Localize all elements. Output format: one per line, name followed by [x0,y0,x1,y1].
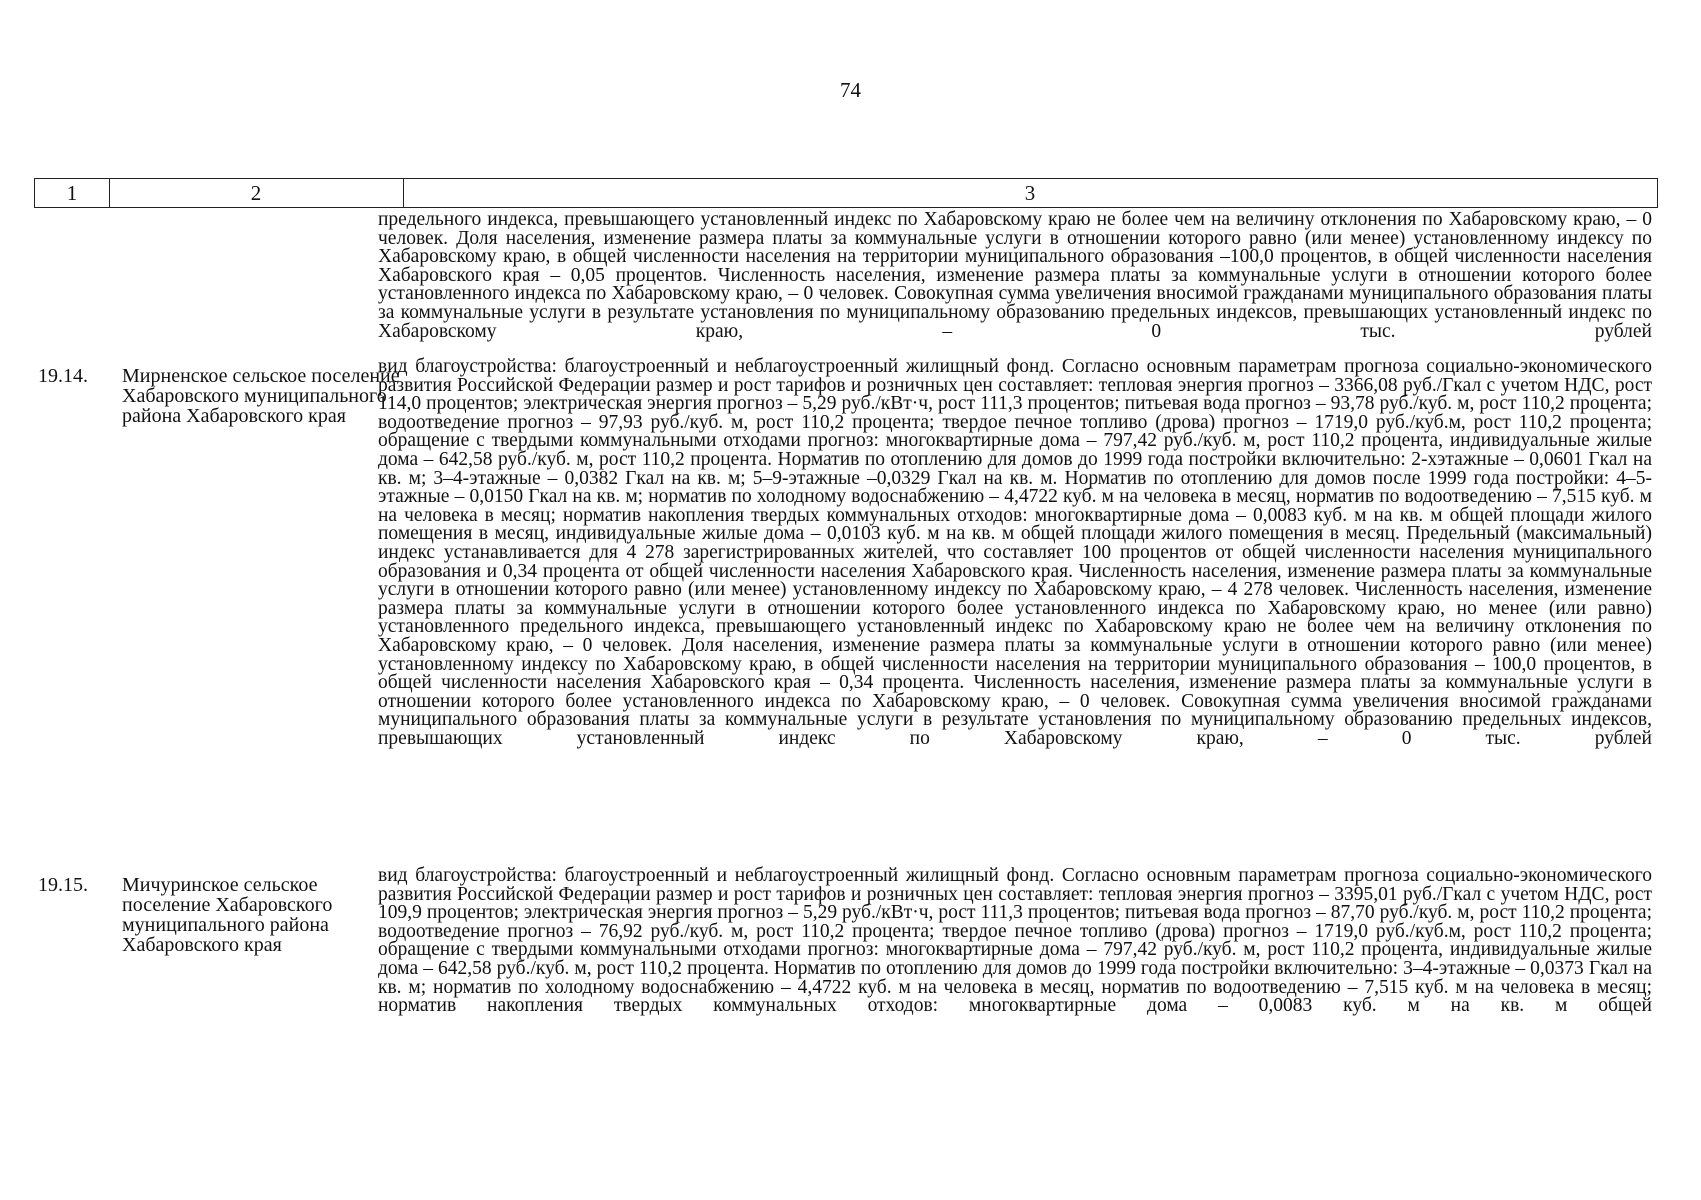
row-text: вид благоустройства: благоустроенный и неблагоустроенный жилищный фонд. Согласно основным параметрам прогноза социально-экономического развития Российской Федерации размер и рост тарифов и розничных цен составляет: тепловая энергия прогноз – 3366,08 руб./Гкал с учетом НДС, рост 114,0 процентов; электрическая энергия прогноз – 5,29 руб./кВт·ч, рост 111,3 процентов; питьевая вода прогноз – 93,78 руб./куб. м, рост 110,2 процента; водоотведение прогноз – 97,93 руб./куб. м, рост 110,2 процента; твердое печное топливо (дрова) прогноз – 1719,0 руб./куб.м, рост 110,2 процента; обращение с твердыми коммунальными отходами прогноз: многоквартирные дома – 797,42 руб./куб. м, рост 110,2 процента, индивидуальные жилые дома – 642,58 руб./куб. м, рост 110,2 процента. Норматив по отоплению для домов до 1999 года постройки включительно: 2-хэтажные – 0,0601 Гкал на кв. м; 3–4-этажные – 0,0382 Гкал на кв. м; 5–9-этажные –0,0329 Гкал на кв. м. Норматив по отоплению для домов после 1999 года постройки: 4–5-этажные – 0,0150 Гкал на кв. м; норматив по холодному водоснабжению – 4,4722 куб. м на человека в месяц, норматив по водоотведению – 7,515 куб. м на человека в месяц; норматив накопления твердых коммунальных отходов: многоквартирные дома – 0,0083 куб. м на кв. м общей площади жилого помещения в месяц, индивидуальные жилые дома – 0,0103 куб. м на кв. м общей площади жилого помещения в месяц. Предельный (максимальный) индекс устанавливается для 4 278 зарегистрированных жителей, что составляет 100 процентов от общей численности населения муниципального образования и 0,34 процента от общей численности населения Хабаровского края. Численность населения, изменение размера платы за коммунальные услуги в отношении которого равно (или менее) установленному индексу по Хабаровскому краю, – 4 278 человек. Численность населения, изменение размера платы за коммунальные услуги в отношении которого более установленного индекса по Хабаровскому краю, но менее (или равно) установленного предельного индекса, превышающего установленный индекс по Хабаровскому краю не более чем на величину отклонения по Хабаровскому краю, – 0 человек. Доля населения, изменение размера платы за коммунальные услуги в отношении которого равно (или менее) установленному индексу по Хабаровскому краю, в общей численности населения на территории муниципального образования – 100,0 процентов, в общей численности населения Хабаровского края – 0,34 процента. Численность населения, изменение размера платы за коммунальные услуги в отношении которого более установленного индекса по Хабаровскому краю, – 0 человек. Совокупная сумма увеличения вносимой гражданами муниципального образования платы за коммунальные услуги в результате установления по муниципальному образованию предельных индексов, превышающих установленный индекс по Хабаровскому краю, – 0 тыс. рублей [378,356,1652,749]
continuation-text: предельного индекса, превышающего установленный индекс по Хабаровскому краю не более чем на величину отклонения по Хабаровскому краю, – 0 человек. Доля населения, изменение размера платы за коммунальные услуги в отношении которого равно (или менее) установленному индексу по Хабаровскому краю, в общей численности населения на территории муниципального образования –100,0 процентов, в общей численности населения Хабаровского края – 0,05 процентов. Численность населения, изменение размера платы за коммунальные услуги в отношении которого более установленного индекса по Хабаровскому краю, – 0 человек. Совокупная сумма увеличения вносимой гражданами муниципального образования платы за коммунальные услуги в результате установления по муниципальному образованию предельных индексов, превышающих установленный индекс по Хабаровскому краю, – 0 тыс. рублей [378,209,1652,342]
header-col-3: 3 [1024,181,1036,205]
table-header-row [34,178,1658,208]
header-col-2: 2 [109,179,404,207]
page-number: 74 [840,78,861,102]
row-text: вид благоустройства: благоустроенный и неблагоустроенный жилищный фонд. Согласно основным параметрам прогноза социально-экономического развития Российской Федерации размер и рост тарифов и розничных цен составляет: тепловая энергия прогноз – 3395,01 руб./Гкал с учетом НДС, рост 109,9 процентов; электрическая энергия прогноз – 5,29 руб./кВт·ч, рост 111,3 процентов; питьевая вода прогноз – 87,70 руб./куб. м, рост 110,2 процента; водоотведение прогноз – 76,92 руб./куб. м, рост 110,2 процента; твердое печное топливо (дрова) прогноз – 1719,0 руб./куб.м, рост 110,2 процента; обращение с твердыми коммунальными отходами прогноз: многоквартирные дома – 797,42 руб./куб. м, рост 110,2 процента, индивидуальные жилые дома – 642,58 руб./куб. м, рост 110,2 процента. Норматив по отоплению для домов до 1999 года постройки включительно: 3–4-этажные – 0,0373 Гкал на кв. м; норматив по холодному водоснабжению – 4,4722 куб. м на человека в месяц, норматив по водоотведению – 7,515 куб. м на человека в месяц; норматив накопления твердых коммунальных отходов: многоквартирные дома – 0,0083 куб. м на кв. м общей [378,865,1652,1017]
header-col-1: 1 [35,179,110,207]
municipality-name: Мирненское сельское поселение Хабаровского муниципального района Хабаровского края [122,365,400,427]
municipality-name: Мичуринское сельское поселение Хабаровского муниципального района Хабаровского края [122,874,333,956]
row-number: 19.14. [38,365,88,387]
row-number: 19.15. [38,874,88,896]
